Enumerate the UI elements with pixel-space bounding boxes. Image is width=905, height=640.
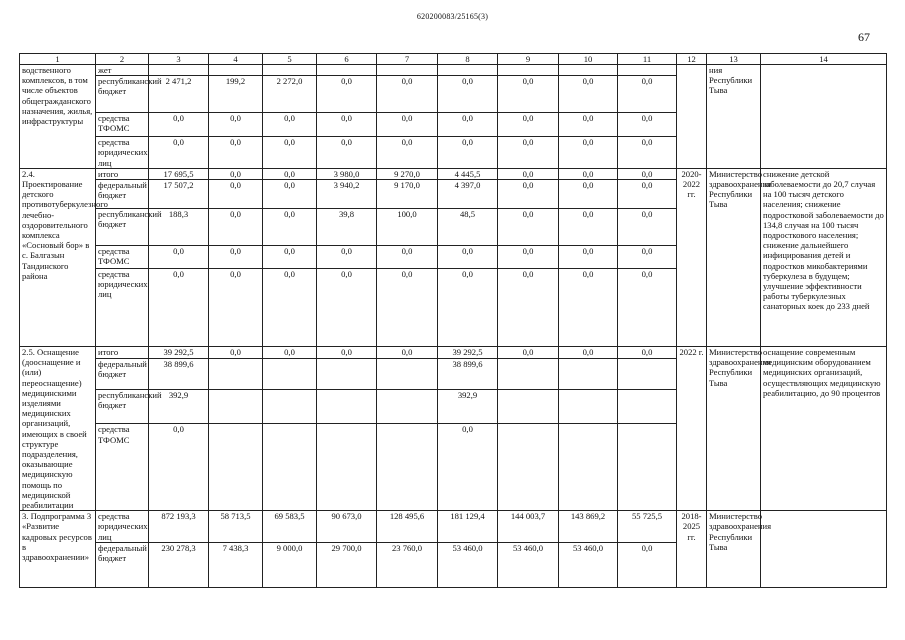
column-number: 10 (559, 54, 618, 65)
amount-cell: 0,0 (559, 137, 618, 169)
amount-cell: 0,0 (317, 113, 377, 137)
funding-source: федеральный бюджет (96, 358, 149, 389)
amount-cell (263, 358, 317, 389)
amount-cell (377, 358, 438, 389)
amount-cell: 0,0 (618, 113, 677, 137)
funding-source: федеральный бюджет (96, 542, 149, 587)
amount-cell: 48,5 (438, 209, 498, 246)
funding-source: средства юридических лиц (96, 137, 149, 169)
result-cell (761, 511, 887, 588)
amount-cell (498, 389, 559, 424)
amount-cell (498, 358, 559, 389)
amount-cell: 0,0 (559, 269, 618, 347)
funding-source: средства ТФОМС (96, 246, 149, 269)
table-row (20, 65, 887, 76)
amount-cell: 0,0 (377, 113, 438, 137)
period-cell: 2018-2025 гг. (677, 511, 707, 588)
amount-cell (559, 358, 618, 389)
amount-cell: 0,0 (377, 137, 438, 169)
amount-cell: 0,0 (618, 347, 677, 359)
funding-source: республиканский бюджет (96, 76, 149, 113)
amount-cell: 23 760,0 (377, 542, 438, 587)
amount-cell (263, 424, 317, 511)
amount-cell (263, 65, 317, 76)
amount-cell: 39 292,5 (438, 347, 498, 359)
amount-cell: 128 495,6 (377, 511, 438, 543)
amount-cell: 3 940,2 (317, 180, 377, 209)
table-row (20, 347, 887, 359)
amount-cell: 0,0 (618, 76, 677, 113)
measure-name: 2.4. Проектирование детского противотуберкулезного лечебно-оздоровительного комплекса «Сосновый бор» в с. Балгазын Тандинского района (20, 168, 96, 346)
period-cell: 2022 г. (677, 347, 707, 511)
executor-cell: Министерство здравоохранения Республики Тыва (707, 511, 761, 588)
amount-cell (559, 389, 618, 424)
column-number-row (20, 54, 887, 65)
amount-cell: 0,0 (209, 180, 263, 209)
measure-name: 3. Подпрограмма 3 «Развитие кадровых ресурсов в здравоохранении» (20, 511, 96, 588)
amount-cell (149, 65, 209, 76)
amount-cell: 17 507,2 (149, 180, 209, 209)
amount-cell: 0,0 (317, 76, 377, 113)
amount-cell (559, 424, 618, 511)
amount-cell: 230 278,3 (149, 542, 209, 587)
amount-cell (559, 65, 618, 76)
amount-cell: 0,0 (263, 269, 317, 347)
amount-cell: 0,0 (263, 209, 317, 246)
amount-cell: 0,0 (498, 76, 559, 113)
amount-cell: 0,0 (438, 424, 498, 511)
amount-cell: 0,0 (377, 269, 438, 347)
amount-cell (317, 424, 377, 511)
amount-cell: 0,0 (498, 209, 559, 246)
amount-cell (263, 389, 317, 424)
amount-cell: 0,0 (618, 180, 677, 209)
amount-cell: 0,0 (209, 246, 263, 269)
period-cell: 2020-2022 гг. (677, 168, 707, 346)
amount-cell: 0,0 (559, 180, 618, 209)
amount-cell (317, 389, 377, 424)
executor-cell: Министерство здравоохранения Республики Тыва (707, 168, 761, 346)
amount-cell: 144 003,7 (498, 511, 559, 543)
amount-cell: 0,0 (209, 209, 263, 246)
table-body (20, 54, 887, 588)
amount-cell: 0,0 (559, 246, 618, 269)
amount-cell (618, 65, 677, 76)
amount-cell (209, 389, 263, 424)
amount-cell: 0,0 (559, 168, 618, 179)
column-number: 6 (317, 54, 377, 65)
amount-cell: 0,0 (209, 269, 263, 347)
page-number: 67 (858, 30, 870, 44)
funding-source: средства ТФОМС (96, 424, 149, 511)
amount-cell: 0,0 (498, 347, 559, 359)
amount-cell (317, 65, 377, 76)
amount-cell: 392,9 (438, 389, 498, 424)
amount-cell: 199,2 (209, 76, 263, 113)
amount-cell (209, 65, 263, 76)
column-number: 7 (377, 54, 438, 65)
amount-cell: 0,0 (498, 180, 559, 209)
amount-cell (209, 358, 263, 389)
amount-cell: 53 460,0 (438, 542, 498, 587)
document-id: 620200083/25165(3) (416, 12, 489, 21)
amount-cell: 181 129,4 (438, 511, 498, 543)
amount-cell: 7 438,3 (209, 542, 263, 587)
amount-cell: 39 292,5 (149, 347, 209, 359)
result-cell (761, 65, 887, 169)
amount-cell: 0,0 (438, 137, 498, 169)
amount-cell (498, 65, 559, 76)
amount-cell: 0,0 (377, 76, 438, 113)
result-cell: оснащение современным медицинским оборудованием медицинских организаций, осуществляющих медицинскую реабилитацию, до 90 процентов (761, 347, 887, 511)
period-cell (677, 65, 707, 169)
amount-cell: 39,8 (317, 209, 377, 246)
amount-cell: 0,0 (559, 76, 618, 113)
amount-cell: 29 700,0 (317, 542, 377, 587)
funding-source: средства юридических лиц (96, 269, 149, 347)
amount-cell: 4 445,5 (438, 168, 498, 179)
amount-cell: 0,0 (498, 113, 559, 137)
amount-cell: 0,0 (559, 113, 618, 137)
amount-cell (317, 358, 377, 389)
budget-table (19, 53, 887, 588)
amount-cell: 143 869,2 (559, 511, 618, 543)
funding-source: итого (96, 168, 149, 179)
amount-cell: 9 170,0 (377, 180, 438, 209)
amount-cell: 0,0 (618, 542, 677, 587)
amount-cell: 100,0 (377, 209, 438, 246)
funding-source: средства юридических лиц (96, 511, 149, 543)
amount-cell: 3 980,0 (317, 168, 377, 179)
amount-cell: 53 460,0 (559, 542, 618, 587)
amount-cell (498, 424, 559, 511)
amount-cell: 0,0 (317, 137, 377, 169)
amount-cell: 0,0 (618, 269, 677, 347)
column-number: 11 (618, 54, 677, 65)
amount-cell: 17 695,5 (149, 168, 209, 179)
column-number: 5 (263, 54, 317, 65)
amount-cell (618, 424, 677, 511)
amount-cell: 9 000,0 (263, 542, 317, 587)
amount-cell: 2 471,2 (149, 76, 209, 113)
amount-cell: 38 899,6 (149, 358, 209, 389)
column-number: 9 (498, 54, 559, 65)
funding-source: федеральный бюджет (96, 180, 149, 209)
amount-cell: 0,0 (438, 113, 498, 137)
amount-cell (618, 358, 677, 389)
amount-cell: 0,0 (618, 209, 677, 246)
amount-cell: 0,0 (149, 113, 209, 137)
executor-cell: ния Республики Тыва (707, 65, 761, 169)
amount-cell: 0,0 (263, 347, 317, 359)
funding-source: республиканский бюджет (96, 209, 149, 246)
amount-cell (618, 389, 677, 424)
column-number: 14 (761, 54, 887, 65)
amount-cell: 0,0 (317, 347, 377, 359)
measure-name: водственного комплексов, в том числе объектов общегражданского назначения, жилья, инфраструктуры (20, 65, 96, 169)
amount-cell: 0,0 (209, 113, 263, 137)
amount-cell: 0,0 (498, 168, 559, 179)
amount-cell (377, 65, 438, 76)
amount-cell: 4 397,0 (438, 180, 498, 209)
amount-cell (209, 424, 263, 511)
amount-cell: 0,0 (377, 347, 438, 359)
column-number: 2 (96, 54, 149, 65)
amount-cell (377, 424, 438, 511)
funding-source: итого (96, 347, 149, 359)
amount-cell: 0,0 (209, 168, 263, 179)
amount-cell: 0,0 (149, 424, 209, 511)
table-row (20, 511, 887, 543)
amount-cell: 0,0 (618, 246, 677, 269)
amount-cell: 90 673,0 (317, 511, 377, 543)
amount-cell: 38 899,6 (438, 358, 498, 389)
amount-cell: 392,9 (149, 389, 209, 424)
column-number: 8 (438, 54, 498, 65)
executor-cell: Министерство здравоохранения Республики Тыва (707, 347, 761, 511)
amount-cell: 872 193,3 (149, 511, 209, 543)
column-number: 4 (209, 54, 263, 65)
column-number: 3 (149, 54, 209, 65)
amount-cell: 0,0 (377, 246, 438, 269)
measure-name: 2.5. Оснащение (дооснащение и (или) переоснащение) медицинскими изделиями медицинских организаций, имеющих в своей структуре подразделения, оказывающие медицинскую помощь по медицинской реабилитации (20, 347, 96, 511)
amount-cell: 0,0 (149, 246, 209, 269)
amount-cell: 55 725,5 (618, 511, 677, 543)
amount-cell: 9 270,0 (377, 168, 438, 179)
amount-cell: 0,0 (263, 168, 317, 179)
amount-cell: 0,0 (559, 209, 618, 246)
funding-source: средства ТФОМС (96, 113, 149, 137)
amount-cell (438, 65, 498, 76)
column-number: 1 (20, 54, 96, 65)
column-number: 13 (707, 54, 761, 65)
amount-cell: 58 713,5 (209, 511, 263, 543)
amount-cell: 0,0 (498, 269, 559, 347)
amount-cell: 53 460,0 (498, 542, 559, 587)
amount-cell: 0,0 (263, 137, 317, 169)
amount-cell: 0,0 (618, 137, 677, 169)
amount-cell: 0,0 (149, 269, 209, 347)
amount-cell: 0,0 (209, 347, 263, 359)
amount-cell: 188,3 (149, 209, 209, 246)
amount-cell: 69 583,5 (263, 511, 317, 543)
funding-source: жет (96, 65, 149, 76)
funding-source: республиканский бюджет (96, 389, 149, 424)
amount-cell: 0,0 (209, 137, 263, 169)
amount-cell: 0,0 (498, 137, 559, 169)
amount-cell: 0,0 (263, 180, 317, 209)
amount-cell: 0,0 (149, 137, 209, 169)
result-cell: снижение детской заболеваемости до 20,7 случая на 100 тысяч детского населения; снижение подростковой заболеваемости до 134,8 случая на 100 тысяч подросткового населения; снижение дальнейшего инфицирования детей и подростков микобактериями туберкулеза в будущем; улучшение эффективности работы туберкулезных санаторных коек до 233 дней (761, 168, 887, 346)
amount-cell: 0,0 (263, 113, 317, 137)
amount-cell: 0,0 (438, 76, 498, 113)
amount-cell: 0,0 (438, 246, 498, 269)
amount-cell: 0,0 (498, 246, 559, 269)
amount-cell: 0,0 (317, 246, 377, 269)
column-number: 12 (677, 54, 707, 65)
amount-cell: 2 272,0 (263, 76, 317, 113)
amount-cell: 0,0 (438, 269, 498, 347)
amount-cell: 0,0 (559, 347, 618, 359)
amount-cell: 0,0 (317, 269, 377, 347)
amount-cell: 0,0 (263, 246, 317, 269)
amount-cell (377, 389, 438, 424)
amount-cell: 0,0 (618, 168, 677, 179)
table-row (20, 168, 887, 179)
